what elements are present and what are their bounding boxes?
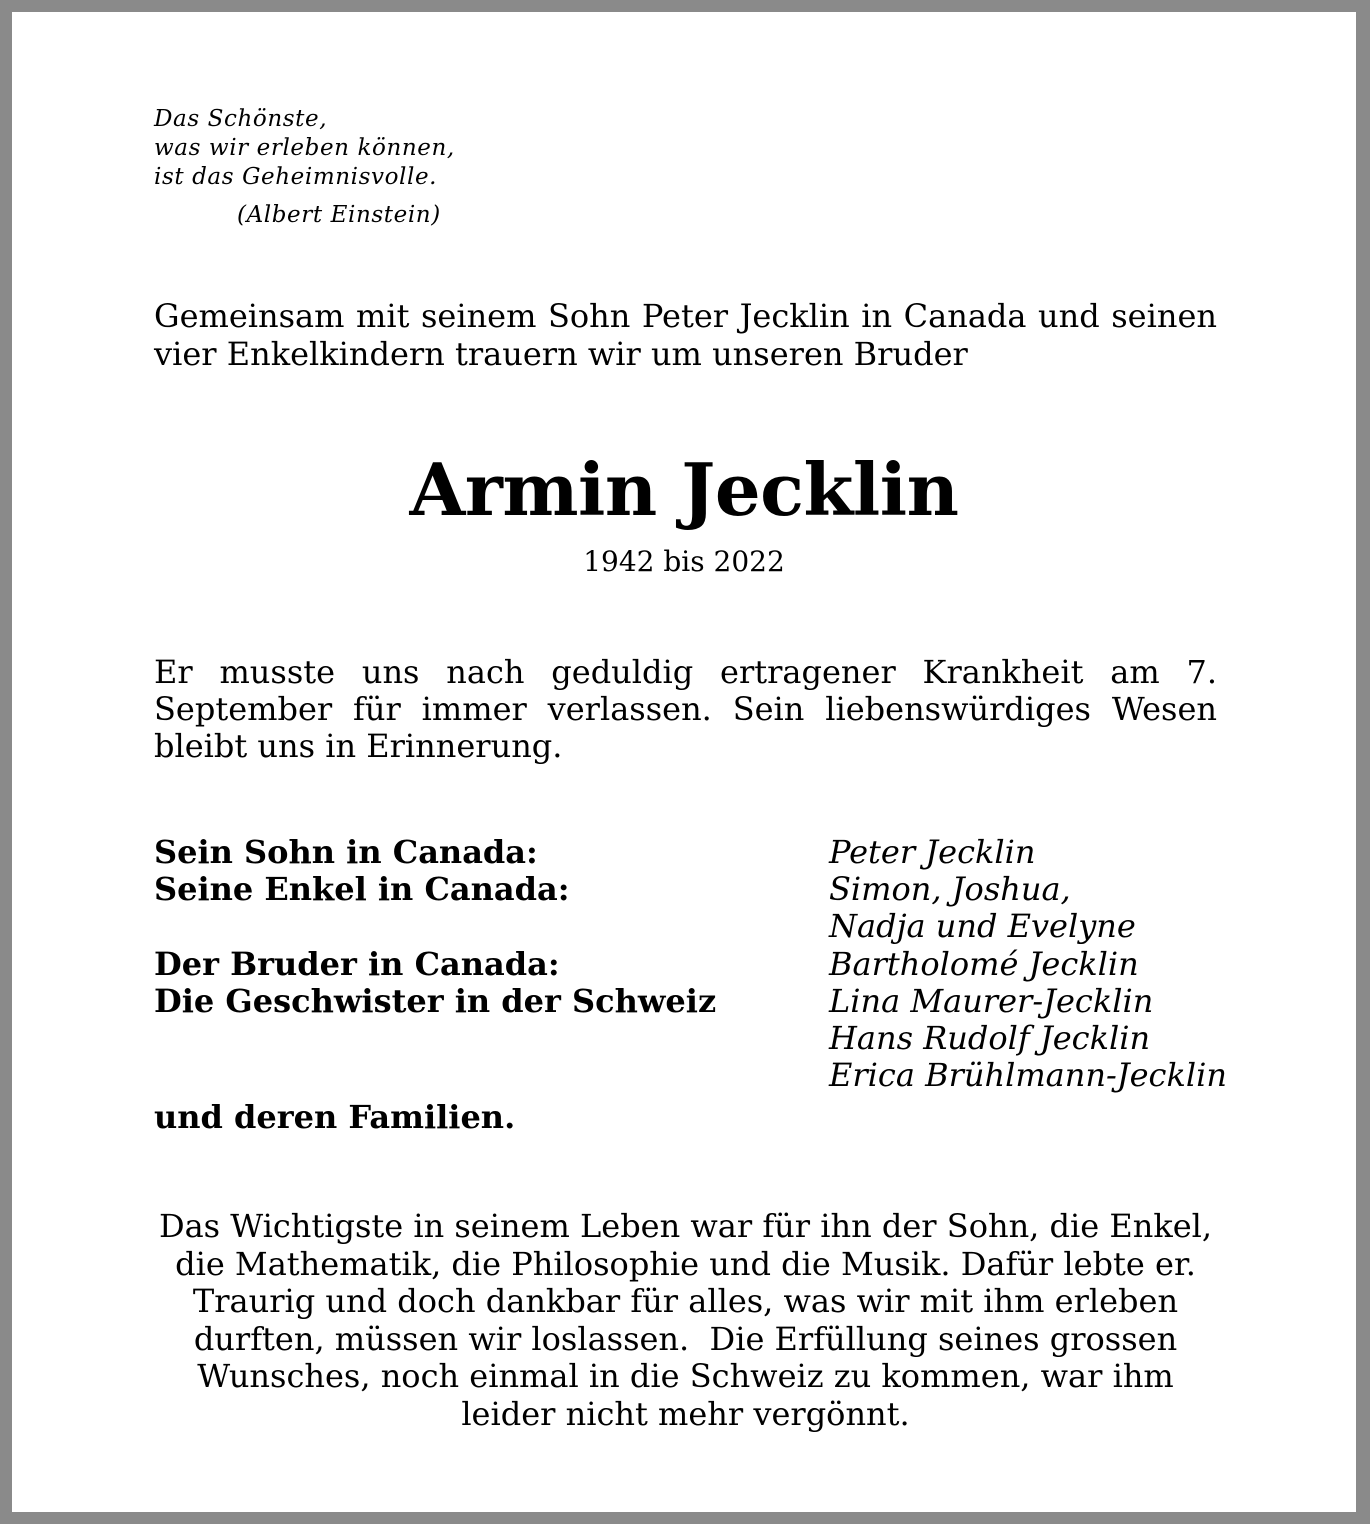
family-label: Sein Sohn in Canada: <box>154 833 538 871</box>
closing-line: die Mathematik, die Philosophie und die Musik. Dafür lebte er. <box>175 1244 1196 1283</box>
family-member: Erica Brühlmann-Jecklin <box>829 1056 1227 1094</box>
family-row <box>154 908 1217 945</box>
family-row <box>154 871 1217 908</box>
deceased-name: Armin Jecklin <box>409 447 959 532</box>
family-row <box>154 1056 1227 1094</box>
family-label: Seine Enkel in Canada: <box>154 870 570 908</box>
family-member: Simon, Joshua, <box>829 870 1071 908</box>
family-row <box>154 983 1217 1020</box>
quote-line: was wir erleben können, <box>154 135 455 161</box>
closing-line: Wunsches, noch einmal in die Schweiz zu kommen, war ihm <box>197 1357 1174 1395</box>
family-label: Der Bruder in Canada: <box>154 945 560 983</box>
family-member: Peter Jecklin <box>829 833 1036 871</box>
quote-line: ist das Geheimnisvolle. <box>154 164 438 190</box>
memorial-message: Er musste uns nach geduldig ertragener Krankheit am 7. September für immer verlassen. Sein liebenswürdiges Wesen bleibt uns in Erinnerung. <box>154 653 1217 765</box>
families-note: und deren Familien. <box>154 1098 516 1136</box>
closing-line: durften, müssen wir loslassen. Die Erfüllung seines grossen <box>193 1319 1178 1358</box>
family-member: Hans Rudolf Jecklin <box>829 1019 1151 1057</box>
family-row <box>154 946 1217 983</box>
family-row <box>154 834 1217 871</box>
life-years: 1942 bis 2022 <box>583 545 785 578</box>
family-member: Bartholomé Jecklin <box>829 945 1139 983</box>
closing-line: Traurig und doch dankbar für alles, was wir mit ihm erleben <box>192 1282 1179 1320</box>
family-member: Nadja und Evelyne <box>829 907 1136 945</box>
intro-text: Gemeinsam mit seinem Sohn Peter Jecklin in Canada und seinen vier Enkelkindern trauern wir um unseren Bruder <box>154 297 1217 373</box>
closing-paragraph <box>154 1208 1217 1433</box>
epigraph-quote <box>154 105 455 230</box>
family-row <box>154 1020 1217 1057</box>
closing-line: Das Wichtigste in seinem Leben war für ihn der Sohn, die Enkel, <box>158 1207 1213 1245</box>
family-member: Lina Maurer-Jecklin <box>829 982 1154 1020</box>
quote-line: Das Schönste, <box>154 106 328 132</box>
family-label: Die Geschwister in der Schweiz <box>154 982 717 1020</box>
closing-line: leider nicht mehr vergönnt. <box>461 1394 910 1433</box>
obituary-page <box>12 12 1356 1512</box>
quote-attribution: (Albert Einstein) <box>237 202 441 228</box>
